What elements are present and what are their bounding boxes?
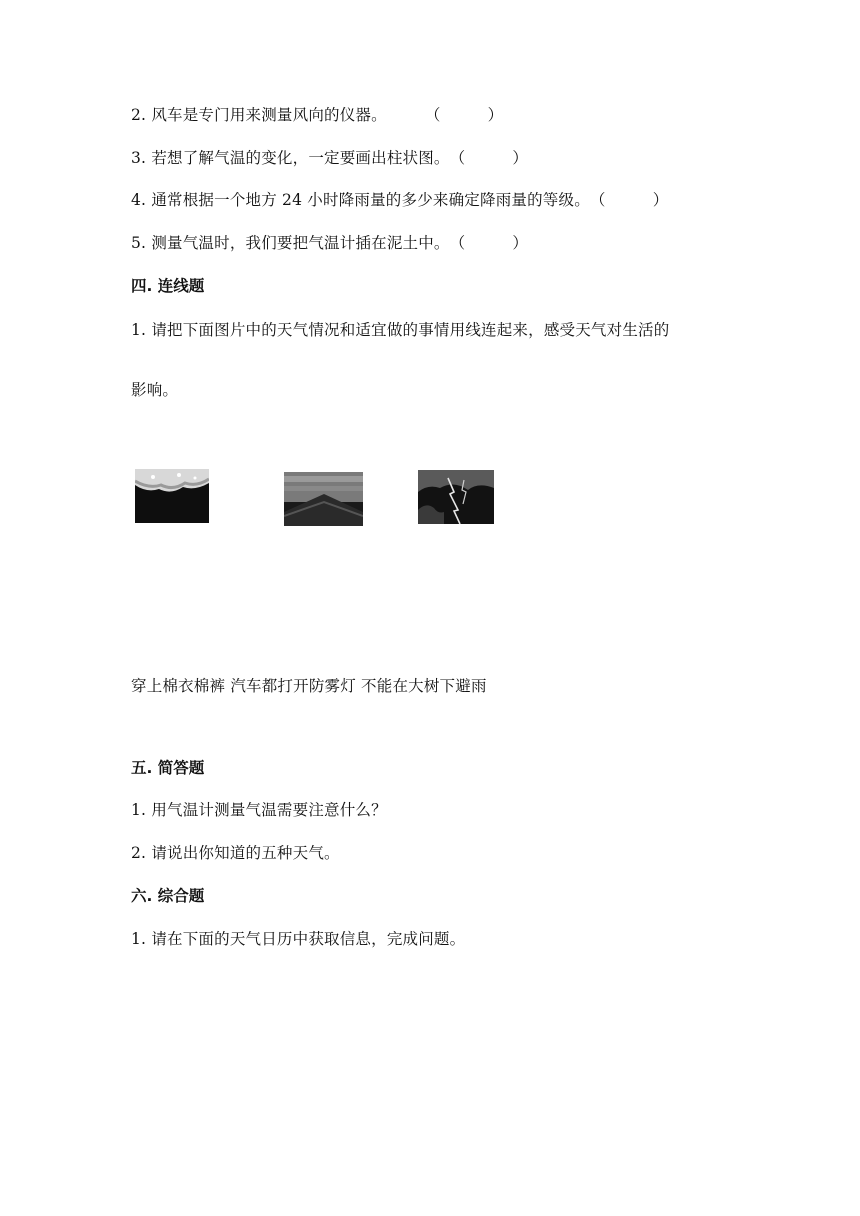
frost-snow-photo bbox=[135, 469, 209, 523]
judgement-item-4-blank: （ ） bbox=[589, 191, 669, 209]
section-6-heading: 六. 综合题 bbox=[131, 887, 205, 905]
judgement-item-5 bbox=[131, 233, 528, 253]
section-4-question-line-2: 影响。 bbox=[131, 381, 179, 399]
section-5-question-1: 1. 用气温计测量气温需要注意什么？ bbox=[131, 801, 387, 819]
lightning-photo bbox=[418, 470, 494, 524]
judgement-item-5-text: 5. 测量气温时，我们要把气温计插在泥土中。 bbox=[131, 234, 450, 252]
judgement-item-2-text: 2. 风车是专门用来测量风向的仪器。 bbox=[131, 106, 387, 124]
judgement-item-2-blank: （ ） bbox=[424, 106, 504, 124]
judgement-item-3-text: 3. 若想了解气温的变化，一定要画出柱状图。 bbox=[131, 149, 450, 167]
judgement-item-4 bbox=[131, 190, 668, 210]
section-5-question-2: 2. 请说出你知道的五种天气。 bbox=[131, 844, 340, 862]
judgement-item-4-text: 4. 通常根据一个地方 24 小时降雨量的多少来确定降雨量的等级。 bbox=[131, 191, 590, 209]
fog-icon bbox=[284, 472, 363, 526]
section-6-question-1: 1. 请在下面的天气日历中获取信息，完成问题。 bbox=[131, 930, 466, 948]
lightning-icon bbox=[418, 470, 494, 524]
judgement-item-5-blank: （ ） bbox=[449, 234, 529, 252]
matching-options-line: 穿上棉衣棉裤 汽车都打开防雾灯 不能在大树下避雨 bbox=[131, 677, 487, 695]
judgement-item-3-blank: （ ） bbox=[449, 149, 529, 167]
section-4-heading: 四. 连线题 bbox=[131, 277, 205, 295]
frost-snow-icon bbox=[135, 469, 209, 523]
section-5-heading: 五. 简答题 bbox=[131, 759, 205, 777]
judgement-item-3 bbox=[131, 148, 528, 168]
fog-photo bbox=[284, 472, 363, 526]
judgement-item-2 bbox=[131, 105, 503, 125]
section-4-question-line-1: 1. 请把下面图片中的天气情况和适宜做的事情用线连起来，感受天气对生活的 bbox=[131, 321, 670, 339]
